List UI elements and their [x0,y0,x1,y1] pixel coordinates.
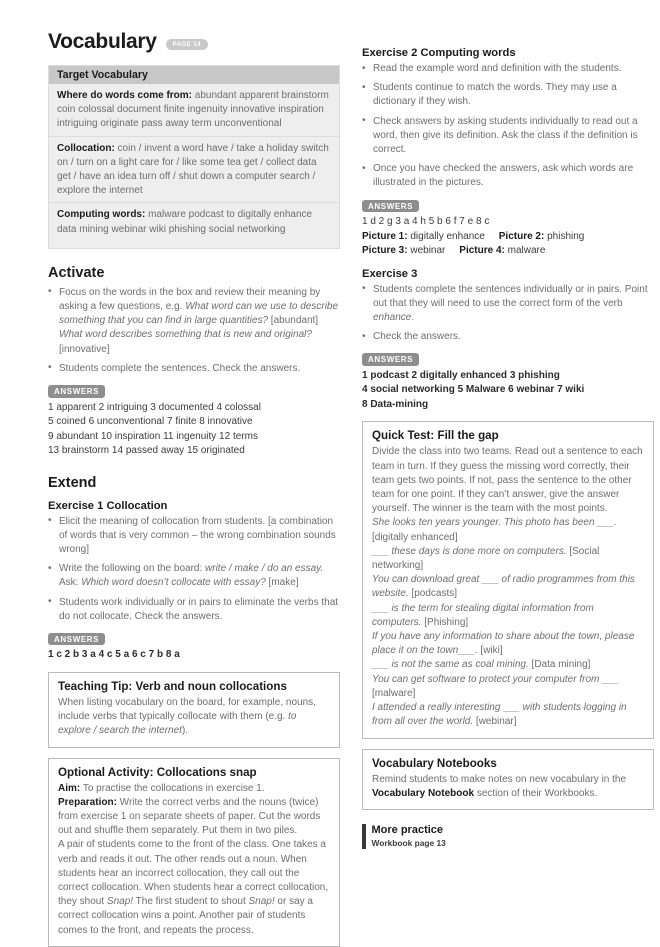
quick-test-sentence: You can get software to protect your computer from ___ [372,673,619,685]
exercise-3-answers [362,369,654,413]
quick-test-items [372,516,644,729]
quick-test-item [372,516,644,544]
picture-label: Picture 4: [450,245,505,257]
quick-test-item [372,658,644,672]
quick-test-answer: [digitally enhanced] [372,531,458,543]
bullet-item [362,115,654,158]
group-label: Collocation: [57,142,115,154]
picture-answer-row [362,230,654,245]
quick-test-sentence: If you have any information to share about the town, please place it on the town___. [372,631,635,657]
text-run: Students complete the sentences individually or in pairs. Point out that they will need to use the correct form of the verb [373,283,648,309]
text-run: Focus on the words in the box and review their meaning by asking a few questions, e.g. [59,286,321,313]
text-run: Read the example word and definition with the students. [373,63,622,74]
text-run: to explore / search the internet [58,711,297,737]
text-run: Remind students to make notes on new vocabulary in the [372,773,627,785]
text-run: [abundant] [268,315,319,327]
optional-activity-preparation [58,796,330,839]
quick-test-sentence: ___ is the term for stealing digital information from computers. [372,602,594,628]
target-vocabulary-box [48,65,340,249]
quick-test-item [372,573,644,601]
quick-test-answer: [wiki] [477,645,503,657]
text-run: What word can we use to describe something that you can find in large quantities? [59,301,339,327]
text-run: Once you have checked the answers, ask which words are illustrated in the pictures. [373,163,634,189]
quick-test-item [372,701,644,729]
quick-test-item [372,545,644,573]
answer-line: 13 brainstorm 14 passed away 15 originated [48,445,245,457]
vocabulary-notebooks-body [372,773,644,801]
vocabulary-notebooks-box [362,749,654,810]
quick-test-sentence: I attended a really interesting ___ with students logging in from all over the world. [372,702,627,728]
more-practice-title: More practice [371,823,444,836]
optional-activity-body [58,838,330,937]
teaching-tip-title: Teaching Tip: Verb and noun collocations [58,679,287,693]
target-vocabulary-group [49,84,339,136]
extend-heading: Extend [48,474,97,491]
text-run: ). [181,725,189,737]
picture-label: Picture 1: [362,230,408,242]
quick-test-sentence: ___ is not the same as coal mining. [372,659,529,671]
activate-heading: Activate [48,264,105,281]
picture-label: Picture 2: [490,230,545,242]
text-run: Check answers by asking students individually to read out a word, then give its definition. Ask the class if the definition is correct. [373,115,638,156]
exercise-2-answers-line: 1 d 2 g 3 a 4 h 5 b 6 f 7 e 8 c [362,216,490,228]
more-practice-text [372,824,446,849]
exercise-1-title: Exercise 1 Collocation [48,499,168,512]
target-vocabulary-title: Target Vocabulary [49,66,339,84]
quick-test-item [372,673,644,701]
bullet-item [48,362,340,376]
quick-test-box [362,421,654,738]
text-run: section of their Workbooks. [474,787,598,799]
activate-bullet-list [48,286,340,376]
bullet-item [362,81,654,109]
answer-line: 1 podcast 2 digitally enhanced 3 phishing [362,369,560,381]
left-column [48,30,340,936]
exercise-1-answers-tag: ANSWERS [48,633,105,646]
picture-label: Picture 3: [362,245,408,257]
answer-line: 9 abundant 10 inspiration 11 ingenuity 12 terms [48,430,258,442]
more-practice [362,824,654,849]
page-title: Vocabulary [48,30,157,53]
activate-answers [48,401,340,459]
more-practice-bar [362,824,366,849]
bullet-item [362,162,654,190]
quick-test-sentence: You can download great ___ of radio programmes from this website. [372,574,635,600]
text-run: Check the answers. [373,331,461,343]
quick-test-item [372,630,644,658]
exercise-1-bullet-list [48,515,340,624]
text-run: . [411,312,415,324]
group-label: Where do words come from: [57,90,193,101]
quick-test-answer: [Phishing] [421,616,469,628]
exercise-2-bullet-list [362,62,654,191]
text-run: Students complete the sentences. Check the answers. [59,362,301,374]
optional-activity-box [48,758,340,947]
exercise-2-title: Exercise 2 Computing words [362,47,516,59]
optional-activity-prep-text: Write the correct verbs and the nouns (twice) from exercise 1 on separate sheets of paper. Cut the words out and shuffle them separately. Put them in two piles. [58,796,321,837]
text-run: Snap! [106,896,134,908]
text-run: or say a correct collocation wins a point. Another pair of students comes to the front, and repeats the process. [58,896,313,936]
text-run: When listing vocabulary on the board, for example, nouns, include verbs that typically collocate with them (e.g. [58,696,316,723]
bullet-item [362,62,654,76]
text-run: Students work individually or in pairs to eliminate the verbs that do not collocate. Check the answers. [59,596,339,622]
activate-answers-tag: ANSWERS [48,385,105,398]
text-run: A pair of students come to the front of the class. One takes a verb and reads it out. The other reads out a noun. When students hear an incorrect collocation, they call out the correct collocation. When students hear a correct collocation, they shout [58,839,329,908]
answer-line: 1 apparent 2 intriguing 3 documented 4 colossal [48,401,261,413]
quick-test-sentence: She looks ten years younger. This photo has been ___. [372,517,617,529]
text-run: Snap! [248,896,275,908]
quick-test-item [372,602,644,630]
quick-test-answer: [podcasts] [408,588,458,600]
target-vocabulary-groups [49,84,339,241]
picture-value: webinar [407,245,451,257]
exercise-2-answers-tag: ANSWERS [362,200,419,213]
teaching-tip-box [48,672,340,748]
quick-test-answer: [malware] [372,687,416,699]
target-vocabulary-group [49,202,339,240]
group-words: malware podcast to digitally enhance data mining webinar wiki phishing social networking [57,209,313,235]
optional-activity-aim-label: Aim: [58,782,81,794]
page-number-badge: PAGE 14 [166,39,208,50]
text-run: enhance [373,312,412,324]
vocabulary-notebooks-title: Vocabulary Notebooks [372,756,497,770]
bullet-item [48,596,340,624]
bullet-item [48,562,340,590]
group-words: coin / invent a word have / take a holiday switch on / turn on a light care for / like some tea get / collect data get / have an idea turn off / shut down a computer search / explore the internet [57,142,329,197]
bullet-item [362,330,654,344]
target-vocabulary-group [49,136,339,203]
quick-test-answer: [webinar] [473,716,517,728]
optional-activity-title: Optional Activity: Collocations snap [58,765,257,779]
optional-activity-aim-text: To practise the collocations in exercise 1. [80,782,265,794]
answer-line: 8 Data-mining [362,398,429,410]
bullet-item [362,283,654,326]
exercise-3-bullet-list [362,283,654,345]
quick-test-title: Quick Test: Fill the gap [372,429,499,443]
text-run: write / make / do an essay. [205,563,324,575]
quick-test-sentence: ___ these days is done more on computers. [372,545,567,557]
text-run: Ask: [59,577,82,589]
bullet-item [48,515,340,558]
answer-line: 5 coined 6 unconventional 7 finite 8 innovative [48,416,253,428]
exercise-1-answers: 1 c 2 b 3 a 4 c 5 a 6 c 7 b 8 a [48,649,180,661]
optional-activity-aim [58,782,330,796]
text-run: Vocabulary Notebook [372,787,475,799]
picture-value: digitally enhance [407,230,491,242]
text-run: What word describes something that is new and original? [59,329,312,341]
exercise-2-picture-answers [362,230,654,259]
page-header [48,30,340,54]
text-run: Elicit the meaning of collocation from students. [a combination of words that is very common – the wrong combination sounds wrong] [59,515,336,555]
text-run: The first student to shout [133,896,249,908]
teaching-tip-body [58,696,330,739]
text-run: [innovative] [59,343,110,355]
picture-value: malware [504,245,551,257]
answer-line: 4 social networking 5 Malware 6 webinar 7 wiki [362,384,585,396]
text-run: [make] [265,577,299,589]
text-run: Write the following on the board: [59,563,206,575]
picture-answer-row [362,244,654,259]
optional-activity-prep-label: Preparation: [58,796,117,808]
exercise-2-answers [362,215,654,259]
quick-test-answer: [Data mining] [528,659,591,671]
bullet-item [48,286,340,357]
picture-value: phishing [544,230,590,242]
group-label: Computing words: [57,209,146,221]
text-run: Students continue to match the words. They may use a dictionary if they wish. [373,82,617,108]
text-run: Which word doesn’t collocate with essay? [81,577,266,589]
group-words: abundant apparent brainstorm coin colossal document finite ingenuity innovative inspiration intriguing originate pass away term unconventional [57,90,329,130]
quick-test-intro: Divide the class into two teams. Read out a sentence to each team in turn. If they guess the missing word correctly, their team gets two points. If not, pass the sentence to the other team for one point. If they can’t answer, give the answer yourself. The winner is the team with the most points. [372,446,643,515]
exercise-3-title: Exercise 3 [362,267,418,280]
right-column [362,30,654,880]
quick-test-answer: [Social networking] [372,545,600,572]
exercise-3-answers-tag: ANSWERS [362,353,419,366]
more-practice-subtitle: Workbook page 13 [371,837,446,848]
